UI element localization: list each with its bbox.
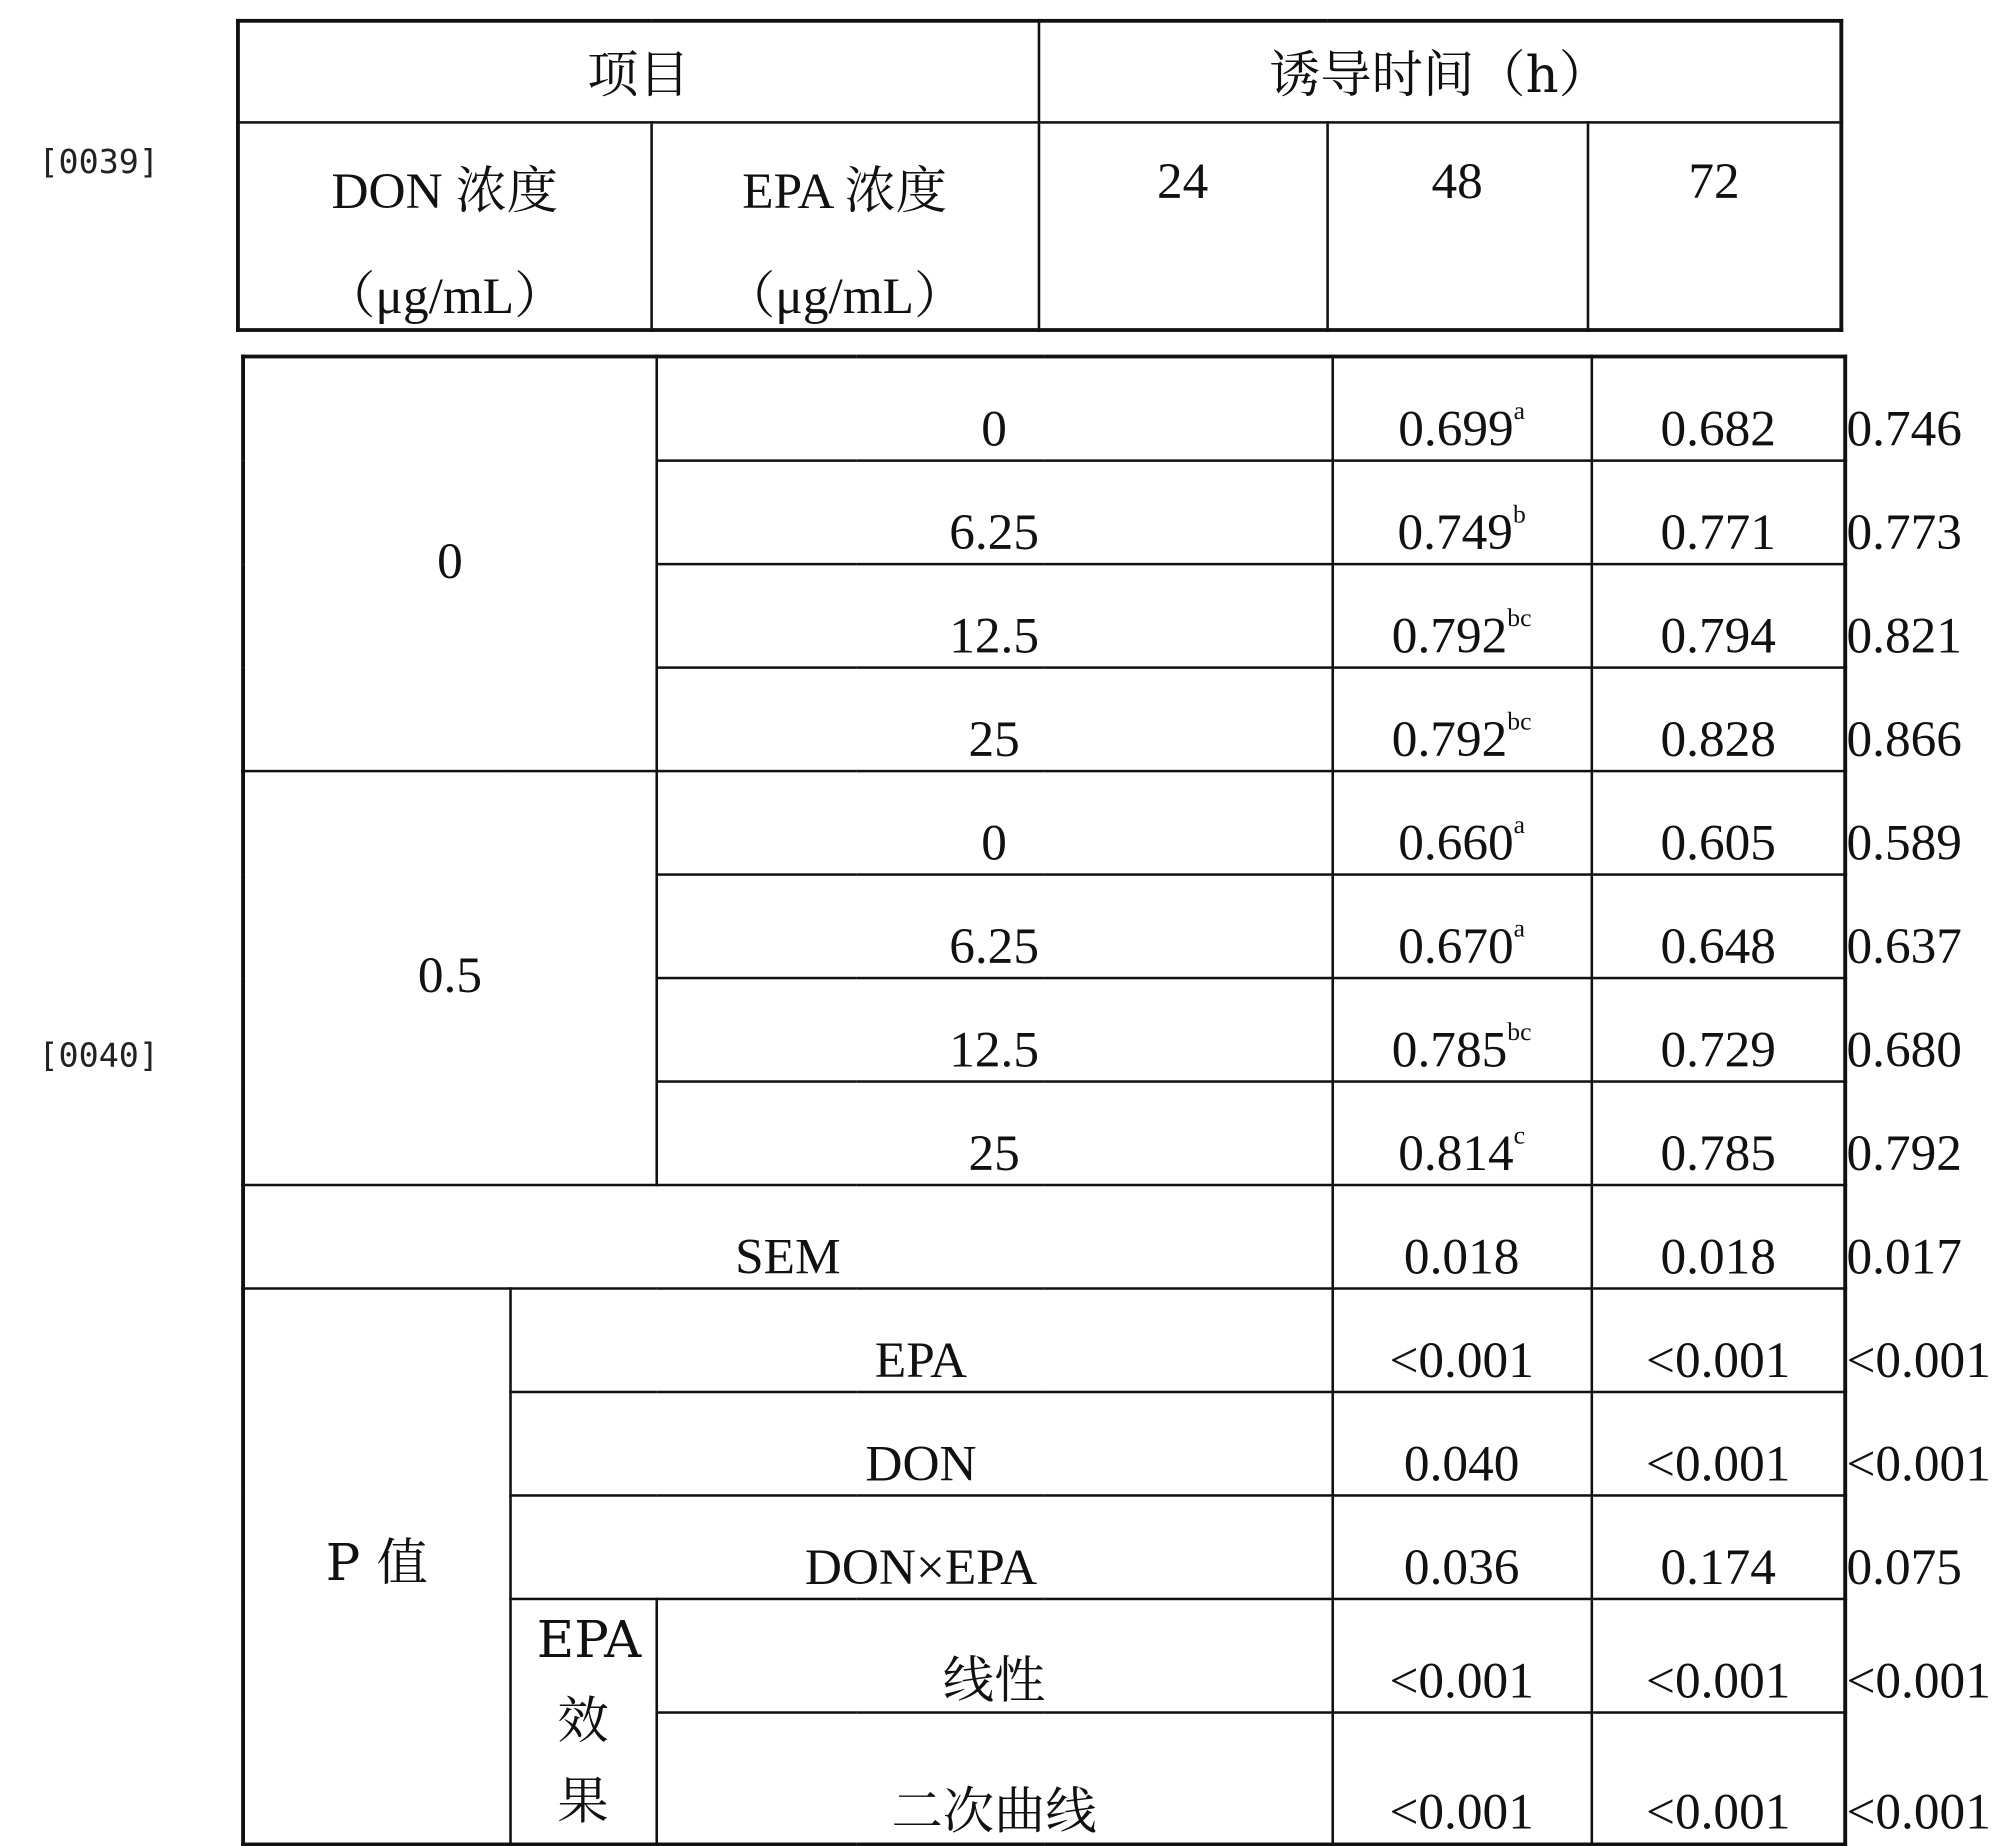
epa-concentration-cell: 12.5 xyxy=(656,978,1332,1081)
value-24h-cell xyxy=(1332,771,1591,874)
pvalue-value: 0.174 xyxy=(1591,1495,1845,1598)
pvalue-value: <0.001 xyxy=(1591,1392,1845,1495)
value-24h-cell xyxy=(1332,357,1591,461)
pvalue-value: 0.036 xyxy=(1332,1495,1591,1598)
value: 0.749 xyxy=(1397,503,1513,561)
don-conc-header: DON 浓度 （μg/mL） xyxy=(238,122,651,330)
epa-conc-header: EPA 浓度 （μg/mL） xyxy=(651,122,1038,330)
value: 0.699 xyxy=(1398,400,1514,457)
table-row: 25 0.814$^c$ 0.785 0.792 xyxy=(243,1082,1845,1185)
table-row: 6.25 0.670$^a$ 0.648 0.637 xyxy=(243,875,1845,978)
paragraph-number: [0039] xyxy=(38,143,159,182)
sem-value: 0.018 xyxy=(1332,1185,1591,1288)
don-concentration-cell: 0 xyxy=(243,357,656,772)
pvalue-row: DON×EPA 0.036 0.174 0.075 xyxy=(243,1495,1845,1598)
pvalue-value: 0.040 xyxy=(1332,1392,1591,1495)
significance-letter: bc xyxy=(1507,1018,1532,1047)
table-row: 12.5 0.792$^{bc}$ 0.794 0.821 xyxy=(243,564,1845,667)
pvalue-value: <0.001 xyxy=(1591,1712,1845,1844)
don-concentration-cell: 0.5 xyxy=(243,771,656,1185)
significance-letter: bc xyxy=(1507,707,1532,736)
epa-concentration-cell: 6.25 xyxy=(656,461,1332,564)
value: 0.792 xyxy=(1391,710,1508,768)
table-row: 25 0.792$^{bc}$ 0.828 0.866 xyxy=(243,668,1845,771)
epa-concentration-cell: 6.25 xyxy=(656,875,1332,978)
value-24h-cell xyxy=(1332,875,1591,978)
epa-concentration-cell: 25 xyxy=(656,1082,1332,1185)
pvalue-factor: 线性 xyxy=(656,1599,1332,1712)
significance-letter: a xyxy=(1513,397,1526,426)
table-row: 12.5 0.785$^{bc}$ 0.729 0.680 xyxy=(243,978,1845,1081)
value-24h-cell xyxy=(1332,978,1591,1081)
pvalue-row: P 值 EPA <0.001 <0.001 <0.001 xyxy=(243,1289,1845,1392)
item-header: 项目 xyxy=(238,21,1038,122)
value-24h-cell xyxy=(1332,564,1591,667)
epa-concentration-cell: 25 xyxy=(656,668,1332,771)
sem-row: SEM 0.018 0.018 0.017 xyxy=(243,1185,1845,1288)
value-24h-cell xyxy=(1332,668,1591,771)
epa-concentration-cell: 0 xyxy=(656,357,1332,461)
value-48h-cell: 0.682 xyxy=(1591,357,1845,461)
epa-effect-label: EPA 效果 xyxy=(510,1599,656,1844)
pvalue-label: P 值 xyxy=(243,1289,510,1845)
value-48h-cell: 0.794 xyxy=(1591,564,1845,667)
pvalue-factor: EPA xyxy=(510,1289,1332,1392)
value: 0.660 xyxy=(1398,813,1514,871)
value-48h-cell: 0.605 xyxy=(1591,771,1845,874)
hour-header: 24 xyxy=(1038,122,1327,330)
epa-concentration-cell: 0 xyxy=(656,771,1332,874)
pvalue-factor: 二次曲线 xyxy=(656,1712,1332,1844)
pvalue-value: <0.001 xyxy=(1332,1289,1591,1392)
pvalue-value: <0.001 xyxy=(1332,1712,1591,1844)
significance-letter: a xyxy=(1513,811,1526,840)
table-row: 6.25 0.749$^b$ 0.771 0.773 xyxy=(243,461,1845,564)
value: 0.792 xyxy=(1391,607,1508,664)
pvalue-row: 二次曲线 <0.001 <0.001 <0.001 xyxy=(243,1712,1845,1844)
value-24h-cell xyxy=(1332,1082,1591,1185)
value: 0.670 xyxy=(1398,917,1514,975)
value-48h-cell: 0.729 xyxy=(1591,978,1845,1081)
value-48h-cell: 0.648 xyxy=(1591,875,1845,978)
pvalue-factor: DON xyxy=(510,1392,1332,1495)
value: 0.814 xyxy=(1398,1124,1514,1182)
hour-header: 48 xyxy=(1327,122,1587,330)
value-48h-cell: 0.828 xyxy=(1591,668,1845,771)
pvalue-value: <0.001 xyxy=(1332,1599,1591,1712)
pvalue-row: DON 0.040 <0.001 <0.001 xyxy=(243,1392,1845,1495)
value-24h-cell xyxy=(1332,461,1591,564)
pvalue-factor: DON×EPA xyxy=(510,1495,1332,1598)
sem-value: 0.018 xyxy=(1591,1185,1845,1288)
data-table xyxy=(241,355,1991,1846)
significance-letter: c xyxy=(1513,1121,1526,1150)
table-row: 0 0 0.699$^a$ 0.682 0.746 xyxy=(243,357,1845,461)
table-row: 0.5 0 0.660$^a$ 0.605 0.589 xyxy=(243,771,1845,874)
pvalue-row: EPA 效果 线性 <0.001 <0.001 <0.001 xyxy=(243,1599,1845,1712)
significance-letter: b xyxy=(1512,501,1526,529)
time-header: 诱导时间（h） xyxy=(1038,21,1841,122)
sem-label: SEM xyxy=(243,1185,1332,1288)
paragraph-number: [0040] xyxy=(38,1037,159,1076)
epa-concentration-cell: 12.5 xyxy=(656,564,1332,667)
value: 0.785 xyxy=(1391,1020,1508,1078)
hour-header: 72 xyxy=(1587,122,1841,330)
pvalue-value: <0.001 xyxy=(1591,1289,1845,1392)
significance-letter: a xyxy=(1513,914,1526,943)
header-table xyxy=(236,19,1843,331)
value-48h-cell: 0.785 xyxy=(1591,1082,1845,1185)
pvalue-value: <0.001 xyxy=(1591,1599,1845,1712)
significance-letter: bc xyxy=(1507,604,1532,633)
value-48h-cell: 0.771 xyxy=(1591,461,1845,564)
